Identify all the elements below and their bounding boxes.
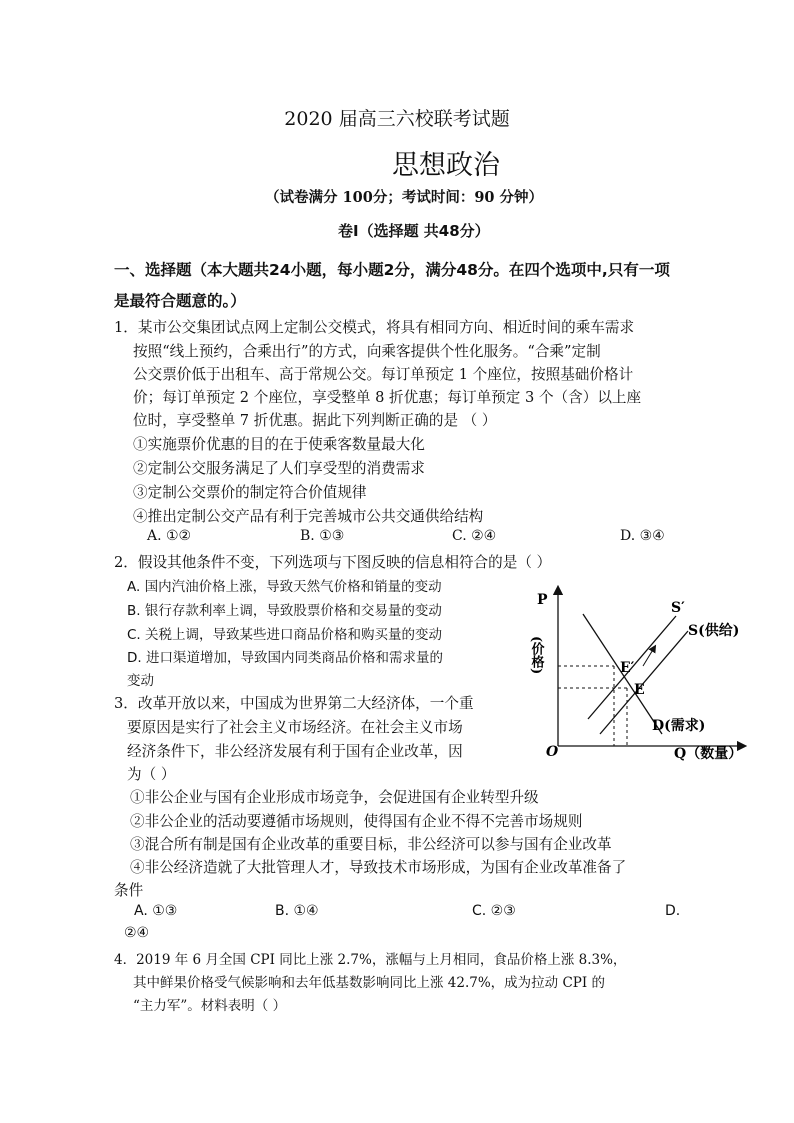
q3-option-c[interactable]: C. ②③ bbox=[472, 903, 516, 919]
q2-stem: 2．假设其他条件不变，下列选项与下图反映的信息相符合的是（ ） bbox=[114, 554, 552, 571]
q1-line: 价；每订单预定 2 个座位，享受整单 8 折优惠；每订单预定 3 个（含）以上座 bbox=[133, 389, 642, 406]
q1-option-c[interactable]: C. ②④ bbox=[452, 528, 497, 544]
q2-option-b[interactable]: B. 银行存款利率上调，导致股票价格和交易量的变动 bbox=[127, 603, 442, 619]
shift-arrow bbox=[643, 648, 654, 666]
e-prime-label: E′ bbox=[620, 660, 635, 676]
q3-option-b[interactable]: B. ①④ bbox=[275, 903, 319, 919]
q4-line: “主力军”。材料表明（ ） bbox=[133, 998, 287, 1014]
q3-line: 为（ ） bbox=[127, 766, 176, 783]
q3-line: 3．改革开放以来，中国成为世界第二大经济体，一个重 bbox=[114, 695, 474, 712]
section-heading-line2: 是最符合题意的。） bbox=[114, 292, 246, 310]
subject-title: 思想政治 bbox=[392, 150, 500, 181]
section-heading-line1: 一、选择题（本大题共24小题，每小题2分，满分48分。在四个选项中,只有一项 bbox=[114, 261, 670, 279]
q1-line: 公交票价低于出租车、高于常规公交。每订单预定 1 个座位，按照基础价格计 bbox=[133, 366, 634, 383]
q3-statement: ④非公经济造就了大批管理人才，导致技术市场形成，为国有企业改革准备了 bbox=[130, 859, 627, 876]
q3-option-d-cont: ②④ bbox=[124, 925, 150, 941]
q3-statement: ③混合所有制是国有企业改革的重要目标，非公经济可以参与国有企业改革 bbox=[130, 836, 612, 853]
q1-statement: ②定制公交服务满足了人们享受型的消费需求 bbox=[133, 460, 425, 477]
q1-line: 1．某市公交集团试点网上定制公交模式，将具有相同方向、相近时间的乘车需求 bbox=[114, 319, 635, 336]
exam-info: （试卷满分 100分；考试时间：90 分钟） bbox=[265, 189, 544, 206]
q1-statement: ③定制公交票价的制定符合价值规律 bbox=[133, 484, 367, 501]
s-label: S(供给) bbox=[688, 623, 740, 639]
q3-statement: ②非公企业的活动要遵循市场规则，使得国有企业不得不完善市场规则 bbox=[130, 813, 583, 830]
y-axis-p-label: P bbox=[537, 592, 548, 608]
q1-line: 按照“线上预约，合乘出行”的方式，向乘客提供个性化服务。“合乘”定制 bbox=[133, 343, 601, 360]
q1-option-a[interactable]: A. ①② bbox=[147, 528, 192, 544]
q3-statement: ①非公企业与国有企业形成市场竞争，会促进国有企业转型升级 bbox=[130, 789, 539, 806]
s-prime-label: S′ bbox=[671, 600, 685, 616]
q3-option-d[interactable]: D. bbox=[665, 903, 681, 919]
volume-title: 卷Ⅰ（选择题 共48分） bbox=[338, 222, 490, 240]
exam-title: 2020 届高三六校联考试题 bbox=[284, 108, 510, 130]
origin-label: O bbox=[546, 744, 559, 760]
q1-statement: ①实施票价优惠的目的在于使乘客数量最大化 bbox=[133, 436, 425, 453]
supply-demand-diagram bbox=[528, 584, 752, 770]
q2-option-d[interactable]: D. 进口渠道增加，导致国内同类商品价格和需求量的 bbox=[127, 650, 443, 666]
q2-option-a[interactable]: A. 国内汽油价格上涨，导致天然气价格和销量的变动 bbox=[127, 579, 442, 595]
y-axis-label: (价格) bbox=[528, 636, 544, 675]
q2-option-d-cont: 变动 bbox=[127, 673, 154, 689]
x-axis-label: Q（数量） bbox=[674, 746, 743, 762]
e-label: E bbox=[634, 682, 645, 698]
q4-line: 4．2019 年 6 月全国 CPI 同比上涨 2.7%，涨幅与上月相同，食品价格上涨 8.3%， bbox=[114, 952, 627, 968]
q2-option-c[interactable]: C. 关税上调，导致某些进口商品价格和购买量的变动 bbox=[127, 627, 443, 643]
q1-line: 位时，享受整单 7 折优惠。据此下列判断正确的是 （ ） bbox=[133, 412, 497, 429]
q1-statement: ④推出定制公交产品有利于完善城市公共交通供给结构 bbox=[133, 508, 484, 525]
q1-option-d[interactable]: D. ③④ bbox=[620, 528, 665, 544]
q3-statement-cont: 条件 bbox=[114, 882, 144, 899]
d-label: D(需求) bbox=[652, 718, 706, 734]
q3-line: 要原因是实行了社会主义市场经济。在社会主义市场 bbox=[127, 719, 463, 736]
q3-line: 经济条件下，非公经济发展有利于国有企业改革，因 bbox=[127, 743, 463, 760]
q3-option-a[interactable]: A. ①③ bbox=[134, 903, 178, 919]
q1-option-b[interactable]: B. ①③ bbox=[300, 528, 345, 544]
q4-line: 其中鲜果价格受气候影响和去年低基数影响同比上涨 42.7%，成为拉动 CPI 的 bbox=[133, 975, 606, 991]
